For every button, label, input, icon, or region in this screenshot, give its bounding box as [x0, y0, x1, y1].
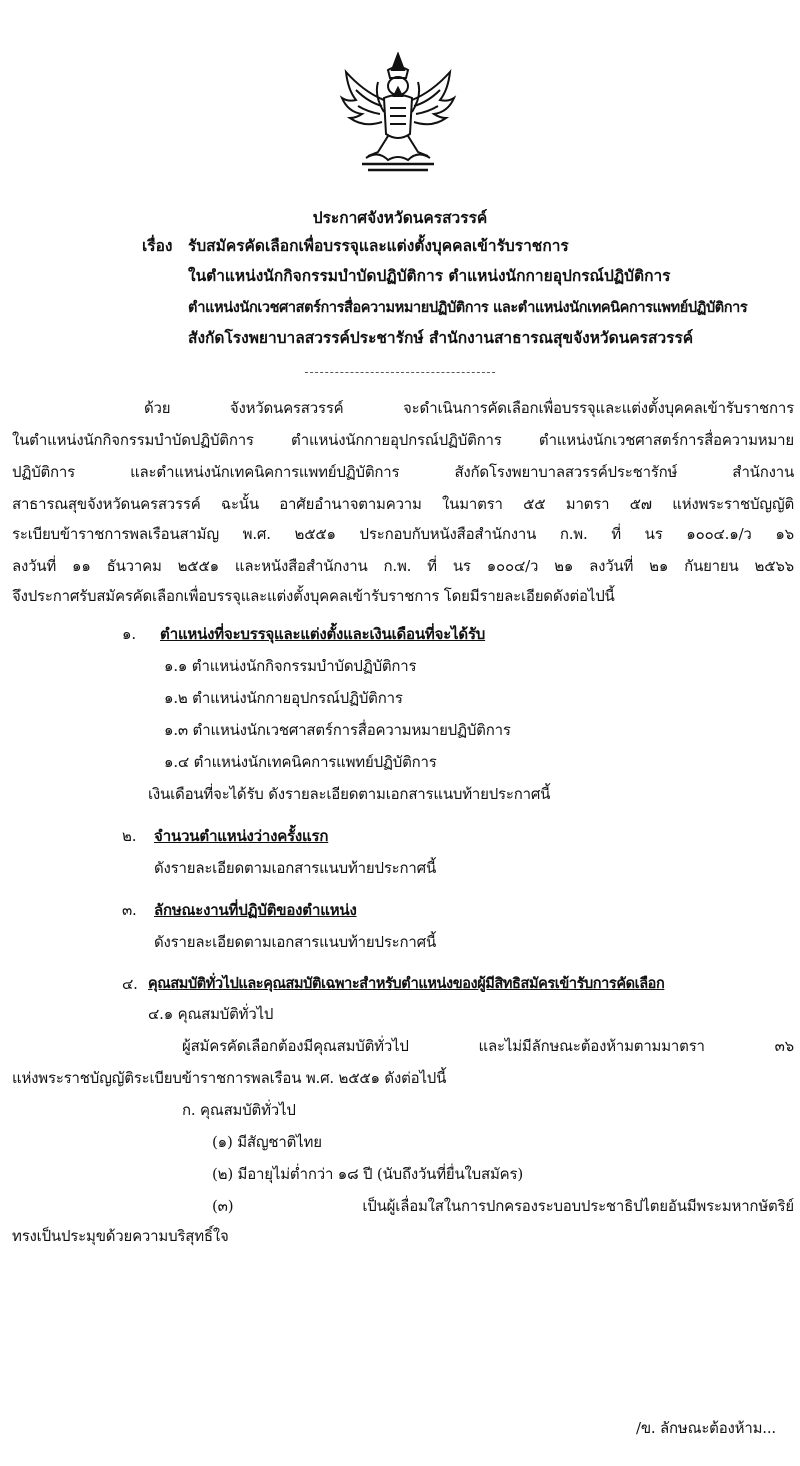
section-4-number: ๔. [122, 975, 138, 993]
section-2-heading: จำนวนตำแหน่งว่างครั้งแรก [154, 827, 329, 845]
section-2-text: ดังรายละเอียดตามเอกสารแนบท้ายประกาศนี้ [154, 859, 437, 877]
section-4-para-line-2: แห่งพระราชบัญญัติระเบียบข้าราชการพลเรือน พ.ศ. ๒๕๕๑ ดังต่อไปนี้ [12, 1069, 447, 1087]
section-1-item-3: ๑.๓ ตำแหน่งนักเวชศาสตร์การสื่อความหมายปฏิบัติการ [164, 721, 511, 739]
subject-line-3: ตำแหน่งนักเวชศาสตร์การสื่อความหมายปฏิบัติการ และตำแหน่งนักเทคนิคการแพทย์ปฏิบัติการ [188, 299, 748, 316]
section-4-item-2: (๒) มีอายุไม่ต่ำกว่า ๑๘ ปี (นับถึงวันที่ยื่นใบสมัคร) [212, 1165, 523, 1183]
section-1-salary-note: เงินเดือนที่จะได้รับ ดังรายละเอียดตามเอกสารแนบท้ายประกาศนี้ [148, 785, 551, 803]
subject-line-1: รับสมัครคัดเลือกเพื่อบรรจุและแต่งตั้งบุคคลเข้ารับราชการ [188, 236, 569, 255]
section-1-item-2: ๑.๒ ตำแหน่งนักกายอุปกรณ์ปฏิบัติการ [164, 689, 403, 707]
title-divider [305, 372, 495, 373]
intro-line-4: สาธารณสุขจังหวัดนครสวรรค์ ฉะนั้น อาศัยอำนาจตามความ ในมาตรา ๕๕ มาตรา ๕๗ แห่งพระราชบัญญัติ [12, 495, 794, 513]
garuda-emblem-icon [338, 52, 458, 177]
subject-line-2: ในตำแหน่งนักกิจกรรมบำบัดปฏิบัติการ ตำแหน่งนักกายอุปกรณ์ปฏิบัติการ [188, 266, 671, 285]
section-1-heading: ตำแหน่งที่จะบรรจุและแต่งตั้งและเงินเดือนที่จะได้รับ [160, 625, 486, 643]
intro-line-5: ระเบียบข้าราชการพลเรือนสามัญ พ.ศ. ๒๕๕๑ ประกอบกับหนังสือสำนักงาน ก.พ. ที่ นร ๑๐๐๔.๑/ว ๑๖ [12, 525, 794, 543]
subject-label: เรื่อง [142, 236, 173, 255]
intro-line-1: ด้วย จังหวัดนครสวรรค์ จะดำเนินการคัดเลือกเพื่อบรรจุและแต่งตั้งบุคคลเข้ารับราชการ [144, 399, 794, 417]
section-4-item-3-continuation: ทรงเป็นประมุขด้วยความบริสุทธิ์ใจ [12, 1227, 229, 1245]
section-3-number: ๓. [122, 901, 137, 919]
announcement-title: ประกาศจังหวัดนครสวรรค์ [312, 208, 488, 227]
section-2-number: ๒. [122, 827, 137, 845]
section-1-item-1: ๑.๑ ตำแหน่งนักกิจกรรมบำบัดปฏิบัติการ [164, 657, 417, 675]
section-3-text: ดังรายละเอียดตามเอกสารแนบท้ายประกาศนี้ [154, 933, 437, 951]
section-4-ko-heading: ก. คุณสมบัติทั่วไป [182, 1101, 296, 1119]
intro-line-2: ในตำแหน่งนักกิจกรรมบำบัดปฏิบัติการ ตำแหน่งนักกายอุปกรณ์ปฏิบัติการ ตำแหน่งนักเวชศาสตร์การสื่อความหมาย [12, 431, 794, 449]
section-4-sub-heading: ๔.๑ คุณสมบัติทั่วไป [148, 1005, 274, 1023]
section-3-heading: ลักษณะงานที่ปฏิบัติของตำแหน่ง [154, 901, 357, 919]
section-4-item-3: (๓) เป็นผู้เลื่อมใสในการปกครองระบอบประชาธิปไตยอันมีพระมหากษัตริย์ [212, 1197, 794, 1215]
intro-line-3: ปฏิบัติการ และตำแหน่งนักเทคนิคการแพทย์ปฏิบัติการ สังกัดโรงพยาบาลสวรรค์ประชารักษ์ สำนักงาน [12, 463, 794, 481]
section-1-item-4: ๑.๔ ตำแหน่งนักเทคนิคการแพทย์ปฏิบัติการ [164, 753, 437, 771]
page-continuation-note: /ข. ลักษณะต้องห้าม... [636, 1419, 776, 1437]
section-1-number: ๑. [122, 625, 136, 643]
section-4-heading: คุณสมบัติทั่วไปและคุณสมบัติเฉพาะสำหรับตำแหน่งของผู้มีสิทธิสมัครเข้ารับการคัดเลือก [148, 975, 665, 992]
section-4-item-1: (๑) มีสัญชาติไทย [212, 1133, 322, 1151]
section-4-para-line-1: ผู้สมัครคัดเลือกต้องมีคุณสมบัติทั่วไป และไม่มีลักษณะต้องห้ามตามมาตรา ๓๖ [182, 1037, 794, 1055]
intro-line-7: จึงประกาศรับสมัครคัดเลือกเพื่อบรรจุและแต่งตั้งบุคคลเข้ารับราชการ โดยมีรายละเอียดดังต่อไปนี้ [12, 587, 615, 605]
intro-line-6: ลงวันที่ ๑๑ ธันวาคม ๒๕๕๑ และหนังสือสำนักงาน ก.พ. ที่ นร ๑๐๐๔/ว ๒๑ ลงวันที่ ๒๑ กันยายน ๒๕๖๖ [12, 557, 794, 575]
subject-line-4: สังกัดโรงพยาบาลสวรรค์ประชารักษ์ สำนักงานสาธารณสุขจังหวัดนครสวรรค์ [188, 328, 694, 347]
